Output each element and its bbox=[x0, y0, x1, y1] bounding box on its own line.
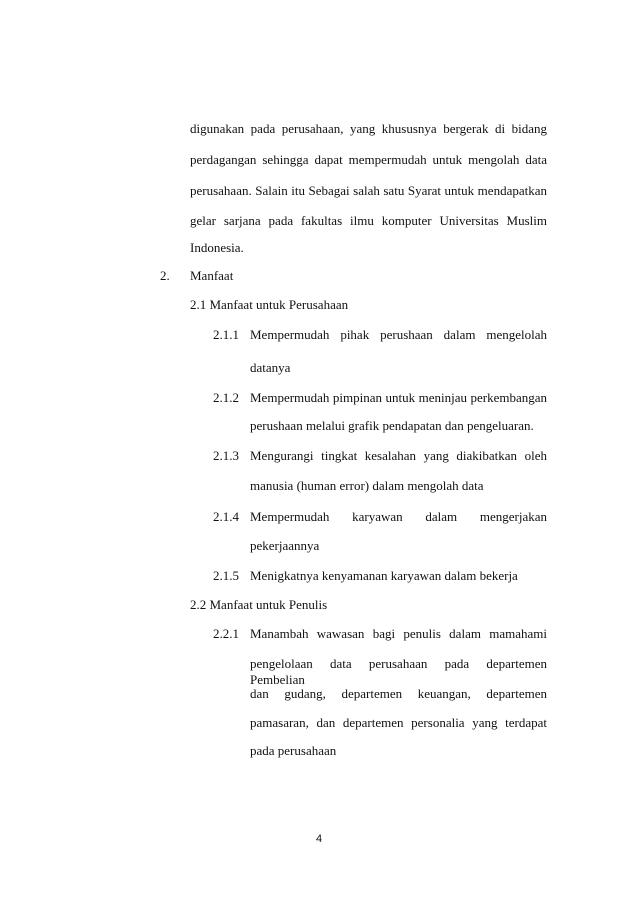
item-number-2-1-3: 2.1.3 bbox=[213, 448, 239, 463]
item-2-2-1-line-2: pengelolaan data perusahaan pada departemen Pembelian bbox=[250, 656, 547, 687]
item-2-1-5-line-1: Menigkatnya kenyamanan karyawan dalam bekerja bbox=[250, 568, 518, 583]
intro-line-5: Indonesia. bbox=[190, 240, 244, 255]
intro-line-3: perusahaan. Salain itu Sebagai salah satu Syarat untuk mendapatkan bbox=[190, 183, 547, 198]
item-number-2-1-4: 2.1.4 bbox=[213, 509, 239, 524]
item-2-1-2-line-2: perushaan melalui grafik pendapatan dan pengeluaran. bbox=[250, 418, 534, 433]
item-2-1-1-line-2: datanya bbox=[250, 360, 291, 375]
item-2-1-4-line-1: Mempermudah karyawan dalam mengerjakan bbox=[250, 509, 547, 524]
item-2-1-3-line-1: Mengurangi tingkat kesalahan yang diakibatkan oleh bbox=[250, 448, 547, 463]
intro-line-1: digunakan pada perusahaan, yang khususnya bergerak di bidang bbox=[190, 121, 547, 136]
item-2-1-2-line-1: Mempermudah pimpinan untuk meninjau perkembangan bbox=[250, 390, 547, 405]
intro-line-2: perdagangan sehingga dapat mempermudah untuk mengolah data bbox=[190, 152, 547, 167]
subsection-heading-2-2: 2.2 Manfaat untuk Penulis bbox=[190, 597, 328, 612]
item-number-2-2-1: 2.2.1 bbox=[213, 626, 239, 641]
item-2-2-1-line-4: pamasaran, dan departemen personalia yang terdapat bbox=[250, 715, 547, 730]
section-title: Manfaat bbox=[190, 268, 234, 283]
item-number-2-1-1: 2.1.1 bbox=[213, 327, 239, 342]
intro-line-4: gelar sarjana pada fakultas ilmu komputer Universitas Muslim bbox=[190, 213, 547, 228]
item-2-1-4-line-2: pekerjaannya bbox=[250, 538, 320, 553]
item-2-1-1-line-1: Mempermudah pihak perushaan dalam mengelolah bbox=[250, 327, 547, 342]
page-number: 4 bbox=[315, 833, 323, 845]
item-2-1-3-line-2: manusia (human error) dalam mengolah data bbox=[250, 478, 484, 493]
item-number-2-1-2: 2.1.2 bbox=[213, 390, 239, 405]
item-2-2-1-line-3: dan gudang, departemen keuangan, departemen bbox=[250, 686, 547, 701]
item-number-2-1-5: 2.1.5 bbox=[213, 568, 239, 583]
section-number: 2. bbox=[160, 268, 170, 283]
subsection-heading-2-1: 2.1 Manfaat untuk Perusahaan bbox=[190, 297, 349, 312]
item-2-2-1-line-5: pada perusahaan bbox=[250, 743, 337, 758]
item-2-2-1-line-1: Manambah wawasan bagi penulis dalam mamahami bbox=[250, 626, 547, 641]
